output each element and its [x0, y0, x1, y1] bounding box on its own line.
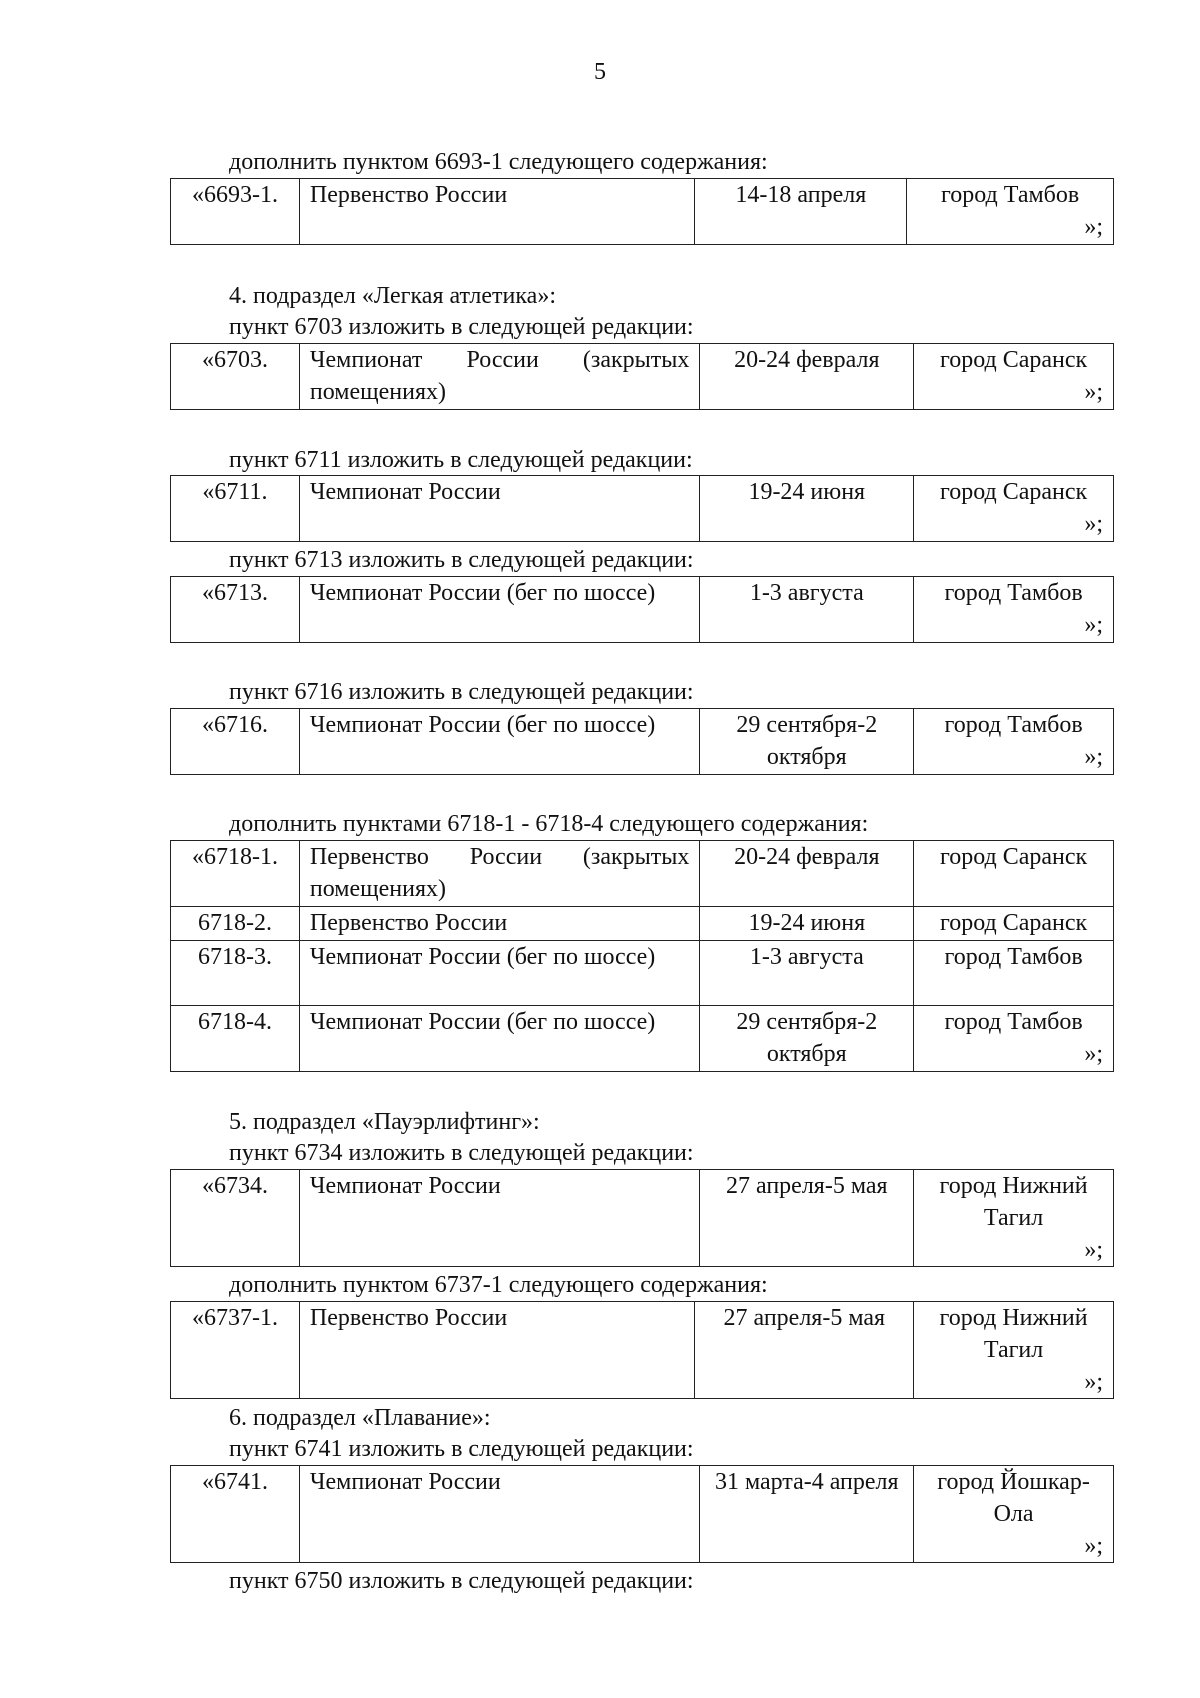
- item-number: 6718-2.: [171, 907, 300, 941]
- amendment-intro: пункт 6711 изложить в следующей редакции:: [229, 447, 693, 473]
- table-row: [171, 476, 1114, 542]
- table-row: [171, 344, 1114, 410]
- event-name: Чемпионат России (бег по шоссе): [299, 1006, 699, 1072]
- closing-quote: »;: [1084, 744, 1103, 770]
- amendment-table: [170, 1465, 1114, 1563]
- event-place: город Саранск: [939, 479, 1088, 505]
- event-place: город Саранск: [939, 347, 1088, 373]
- amendment-intro: пункт 6741 изложить в следующей редакции:: [229, 1436, 694, 1462]
- amendment-intro: пункт 6703 изложить в следующей редакции:: [229, 314, 694, 340]
- event-name: Первенство России: [299, 179, 695, 245]
- item-number: 6718-4.: [171, 1006, 300, 1072]
- event-date: 1-3 августа: [700, 941, 914, 1006]
- event-date: 14-18 апреля: [695, 179, 907, 245]
- closing-quote: »;: [1084, 379, 1103, 405]
- event-name: Первенство России: [299, 1302, 694, 1399]
- event-name: Чемпионат России (закрытых помещениях): [299, 344, 700, 410]
- event-name: Чемпионат России: [299, 1170, 699, 1267]
- event-date: 29 сентября-2 октября: [700, 1006, 914, 1072]
- event-place: город Саранск: [939, 844, 1088, 870]
- event-date: 20-24 февраля: [700, 344, 914, 410]
- table-row: [171, 1006, 1114, 1072]
- closing-quote: »;: [1084, 1533, 1103, 1559]
- event-date: 19-24 июня: [700, 476, 914, 542]
- event-date: 29 сентября-2 октября: [700, 709, 914, 775]
- table-row: [171, 907, 1114, 941]
- table-row: [171, 1170, 1114, 1267]
- table-row: [171, 1302, 1114, 1399]
- table-row: [171, 1466, 1114, 1563]
- event-place: город Тамбов: [944, 580, 1083, 606]
- event-place: город Тамбов: [940, 182, 1080, 208]
- item-number: 6718-3.: [171, 941, 300, 1006]
- closing-quote: »;: [1084, 1237, 1103, 1263]
- amendment-table: [170, 1169, 1114, 1267]
- item-number: «6718-1.: [171, 841, 300, 907]
- event-name: Чемпионат России: [299, 1466, 699, 1563]
- event-date: 27 апреля-5 мая: [700, 1170, 914, 1267]
- table-row: [171, 179, 1114, 245]
- item-number: «6693-1.: [171, 179, 300, 245]
- closing-quote: »;: [1084, 1041, 1103, 1067]
- section-heading: 6. подраздел «Плавание»:: [229, 1405, 491, 1431]
- item-number: «6716.: [171, 709, 300, 775]
- amendment-intro: дополнить пунктом 6693-1 следующего содержания:: [229, 149, 768, 175]
- amendment-intro: дополнить пунктами 6718-1 - 6718-4 следующего содержания:: [229, 811, 869, 837]
- event-place: город Тамбов: [944, 712, 1083, 738]
- event-place: город Саранск: [939, 910, 1088, 936]
- event-place: город Йошкар-Ола: [937, 1469, 1090, 1527]
- event-date: 19-24 июня: [700, 907, 914, 941]
- amendment-table: [170, 708, 1114, 775]
- item-number: «6711.: [171, 476, 300, 542]
- amendment-table: [170, 178, 1114, 245]
- event-place: город Нижний Тагил: [939, 1173, 1088, 1231]
- page-number: 5: [594, 59, 606, 85]
- event-place: город Тамбов: [944, 944, 1083, 970]
- closing-quote: »;: [1084, 1369, 1103, 1395]
- event-name: Чемпионат России: [299, 476, 700, 542]
- event-name: Первенство России (закрытых помещениях): [299, 841, 699, 907]
- amendment-table: [170, 576, 1114, 643]
- closing-quote: »;: [1084, 612, 1103, 638]
- section-heading: 5. подраздел «Пауэрлифтинг»:: [229, 1109, 540, 1135]
- event-date: 31 марта-4 апреля: [700, 1466, 914, 1563]
- amendment-table: [170, 1301, 1114, 1399]
- item-number: «6703.: [171, 344, 300, 410]
- item-number: «6713.: [171, 577, 300, 643]
- amendment-table: [170, 840, 1114, 1072]
- amendment-intro: пункт 6716 изложить в следующей редакции:: [229, 679, 694, 705]
- table-row: [171, 709, 1114, 775]
- event-date: 27 апреля-5 мая: [695, 1302, 914, 1399]
- table-row: [171, 841, 1114, 907]
- amendment-table: [170, 475, 1114, 542]
- closing-quote: »;: [1084, 511, 1103, 537]
- item-number: «6737-1.: [171, 1302, 300, 1399]
- event-place: город Тамбов: [944, 1009, 1083, 1035]
- event-place: город Нижний Тагил: [939, 1305, 1088, 1363]
- table-row: [171, 941, 1114, 1006]
- closing-quote: »;: [1084, 214, 1103, 240]
- table-row: [171, 577, 1114, 643]
- event-name: Чемпионат России (бег по шоссе): [299, 709, 699, 775]
- item-number: «6741.: [171, 1466, 300, 1563]
- item-number: «6734.: [171, 1170, 300, 1267]
- amendment-intro: пункт 6750 изложить в следующей редакции:: [229, 1568, 694, 1594]
- event-date: 1-3 августа: [700, 577, 914, 643]
- amendment-intro: дополнить пунктом 6737-1 следующего содержания:: [229, 1272, 768, 1298]
- amendment-intro: пункт 6713 изложить в следующей редакции:: [229, 547, 694, 573]
- event-name: Первенство России: [299, 907, 699, 941]
- event-name: Чемпионат России (бег по шоссе): [299, 941, 699, 1006]
- event-name: Чемпионат России (бег по шоссе): [299, 577, 699, 643]
- amendment-table: [170, 343, 1114, 410]
- section-heading: 4. подраздел «Легкая атлетика»:: [229, 283, 556, 309]
- event-date: 20-24 февраля: [700, 841, 914, 907]
- amendment-intro: пункт 6734 изложить в следующей редакции:: [229, 1140, 694, 1166]
